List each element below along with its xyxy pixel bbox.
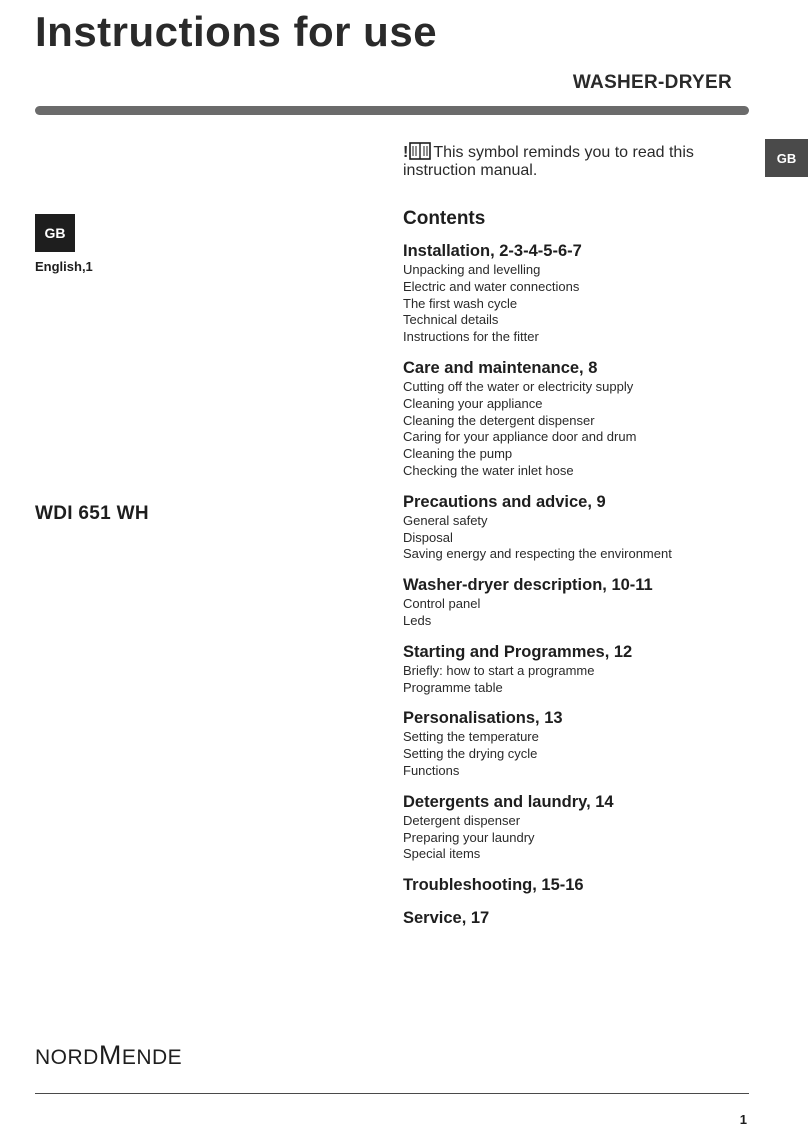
section-item: Detergent dispenser [403,812,521,828]
page-number: 1 [739,1112,747,1127]
section-item: Cleaning your appliance [403,395,543,411]
section-items [403,663,763,697]
section-title: Installation, 2-3-4-5-6-7 [403,242,582,260]
contents-section [403,574,763,630]
section-item: Unpacking and levelling [403,262,541,277]
notice-text: This symbol reminds you to read this instruction manual. [403,144,694,179]
section-item: General safety [403,512,488,528]
contents-section [403,791,763,863]
contents-section [403,240,763,346]
footer-divider [35,1093,749,1094]
section-title: Troubleshooting, 15-16 [403,876,584,895]
section-items [403,379,763,480]
section-title: Washer-dryer description, 10-11 [403,576,653,595]
language-side-tab: GB [765,139,808,177]
section-title: Precautions and advice, 9 [403,492,606,511]
contents-section [403,907,763,929]
section-title: Service, 17 [403,909,490,928]
section-item: Checking the water inlet hose [403,462,574,478]
section-item: Briefly: how to start a programme [403,662,595,678]
contents-sections [403,240,763,929]
section-title: Detergents and laundry, 14 [403,792,614,811]
section-item: Caring for your appliance door and drum [403,429,637,445]
section-item: Electric and water connections [403,278,580,294]
read-manual-notice [403,142,743,180]
section-item: Saving energy and respecting the environment [403,546,672,562]
product-type: WASHER-DRYER [572,72,732,93]
section-items [403,262,763,346]
section-title: Care and maintenance, 8 [403,358,598,377]
language-label: English,1 [35,259,93,274]
section-items [403,596,763,630]
contents-section [403,357,763,480]
section-item: Setting the temperature [403,729,539,745]
section-item: Cleaning the detergent dispenser [403,412,595,428]
brand-logo: NORDMENDE [35,1040,183,1070]
table-of-contents [403,208,763,940]
header-divider [35,106,749,115]
section-item: Cutting off the water or electricity supply [403,378,634,394]
contents-heading: Contents [403,208,486,229]
section-item: Technical details [403,312,499,328]
page-title: Instructions for use [35,8,438,55]
exclamation-mark: ! [403,144,409,161]
section-item: Preparing your laundry [403,829,535,845]
section-items [403,729,763,779]
section-item: Special items [403,846,481,862]
section-item: The first wash cycle [403,295,518,311]
section-item: Setting the drying cycle [403,746,538,762]
contents-section [403,707,763,779]
section-item: Instructions for the fitter [403,329,539,345]
section-title: Starting and Programmes, 12 [403,642,633,661]
section-items [403,513,763,563]
book-icon [409,142,431,160]
language-badge: GB [35,214,75,252]
section-item: Functions [403,762,460,778]
contents-section [403,491,763,563]
section-title: Personalisations, 13 [403,709,563,728]
section-item: Disposal [403,529,453,545]
section-item: Cleaning the pump [403,446,513,462]
contents-section [403,641,763,697]
contents-section [403,874,763,896]
section-item: Programme table [403,679,503,695]
section-items [403,813,763,863]
section-item: Leds [403,612,432,628]
model-number: WDI 651 WH [35,503,149,524]
section-item: Control panel [403,596,481,612]
